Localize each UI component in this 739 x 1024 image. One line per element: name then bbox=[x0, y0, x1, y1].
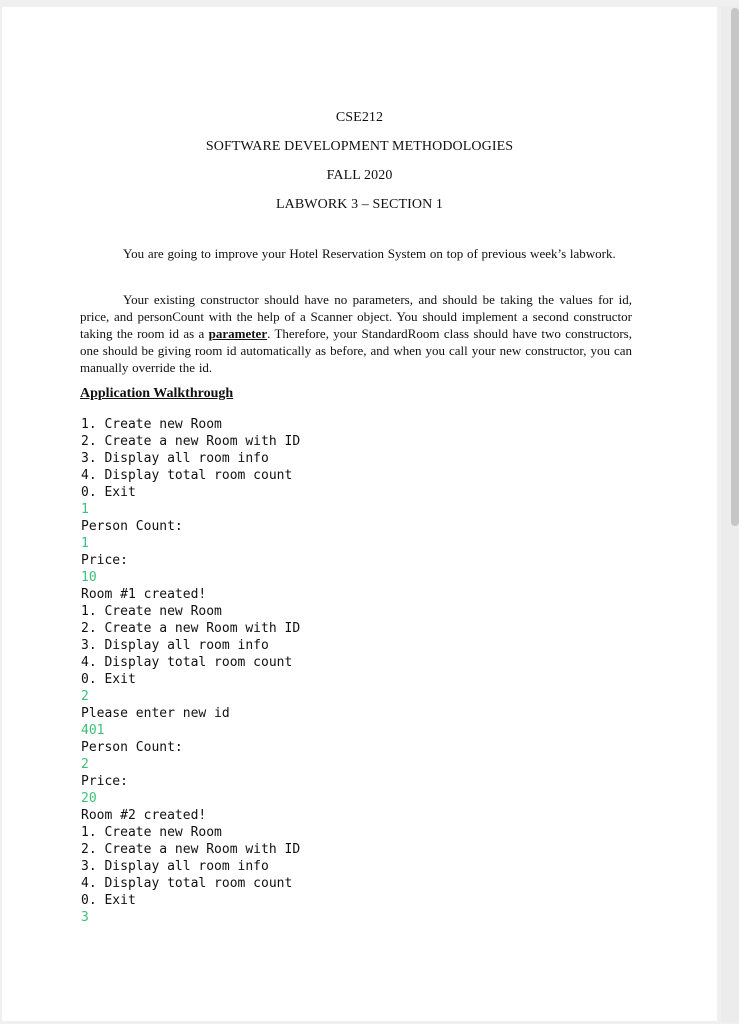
console-output-line: 4. Display total room count bbox=[81, 468, 293, 483]
walkthrough-title: Application Walkthrough bbox=[80, 386, 234, 401]
console-output-line: 2. Create a new Room with ID bbox=[81, 434, 301, 449]
console-output-line: 1. Create new Room bbox=[81, 825, 222, 840]
constructor-paragraph bbox=[80, 291, 632, 376]
parameter-emphasis: parameter bbox=[208, 326, 268, 341]
console-output-line: Person Count: bbox=[81, 519, 183, 534]
console-output-line: 1. Create new Room bbox=[81, 604, 222, 619]
console-output-line: 3. Display all room info bbox=[81, 451, 269, 466]
console-output-line: 4. Display total room count bbox=[81, 655, 293, 670]
console-output-line: Person Count: bbox=[81, 740, 183, 755]
console-output-line: 2. Create a new Room with ID bbox=[81, 621, 301, 636]
console-input-line: 2 bbox=[81, 757, 89, 772]
course-code: CSE212 bbox=[335, 110, 384, 125]
constructor-paragraph-text-end: . Therefore, your StandardRoom class should have two constructors, one should be giving room id automatically as before, and when you call your new constructor, you can manually override the id. bbox=[80, 326, 632, 375]
console-input-line: 1 bbox=[81, 502, 89, 517]
constructor-paragraph-text: Your existing constructor should have no parameters, and should be taking the values for id, price, and personCount with the help of a Scanner object. You should implement a second constructor taking the room id as a bbox=[80, 292, 632, 341]
console-input-line: 10 bbox=[81, 570, 97, 585]
term: FALL 2020 bbox=[326, 168, 393, 183]
console-output-line: Price: bbox=[81, 774, 128, 789]
intro-paragraph: You are going to improve your Hotel Reservation System on top of previous week’s labwork. bbox=[123, 246, 616, 261]
console-output bbox=[81, 416, 300, 926]
document-page bbox=[2, 7, 717, 1021]
lab-title: LABWORK 3 – SECTION 1 bbox=[276, 197, 443, 212]
console-input-line: 20 bbox=[81, 791, 97, 806]
scrollbar-thumb[interactable] bbox=[731, 8, 739, 526]
console-output-line: 3. Display all room info bbox=[81, 638, 269, 653]
console-output-line: 2. Create a new Room with ID bbox=[81, 842, 301, 857]
console-input-line: 3 bbox=[81, 910, 89, 925]
console-output-line: 0. Exit bbox=[81, 672, 136, 687]
console-input-line: 401 bbox=[81, 723, 105, 738]
console-output-line: Room #1 created! bbox=[81, 587, 207, 602]
console-input-line: 2 bbox=[81, 689, 89, 704]
course-name: SOFTWARE DEVELOPMENT METHODOLOGIES bbox=[205, 139, 514, 154]
console-output-line: 1. Create new Room bbox=[81, 417, 222, 432]
console-output-line: 0. Exit bbox=[81, 485, 136, 500]
console-input-line: 1 bbox=[81, 536, 89, 551]
console-output-line: 0. Exit bbox=[81, 893, 136, 908]
console-output-line: 3. Display all room info bbox=[81, 859, 269, 874]
console-output-line: 4. Display total room count bbox=[81, 876, 293, 891]
console-output-line: Price: bbox=[81, 553, 128, 568]
console-output-line: Please enter new id bbox=[81, 706, 230, 721]
console-output-line: Room #2 created! bbox=[81, 808, 207, 823]
